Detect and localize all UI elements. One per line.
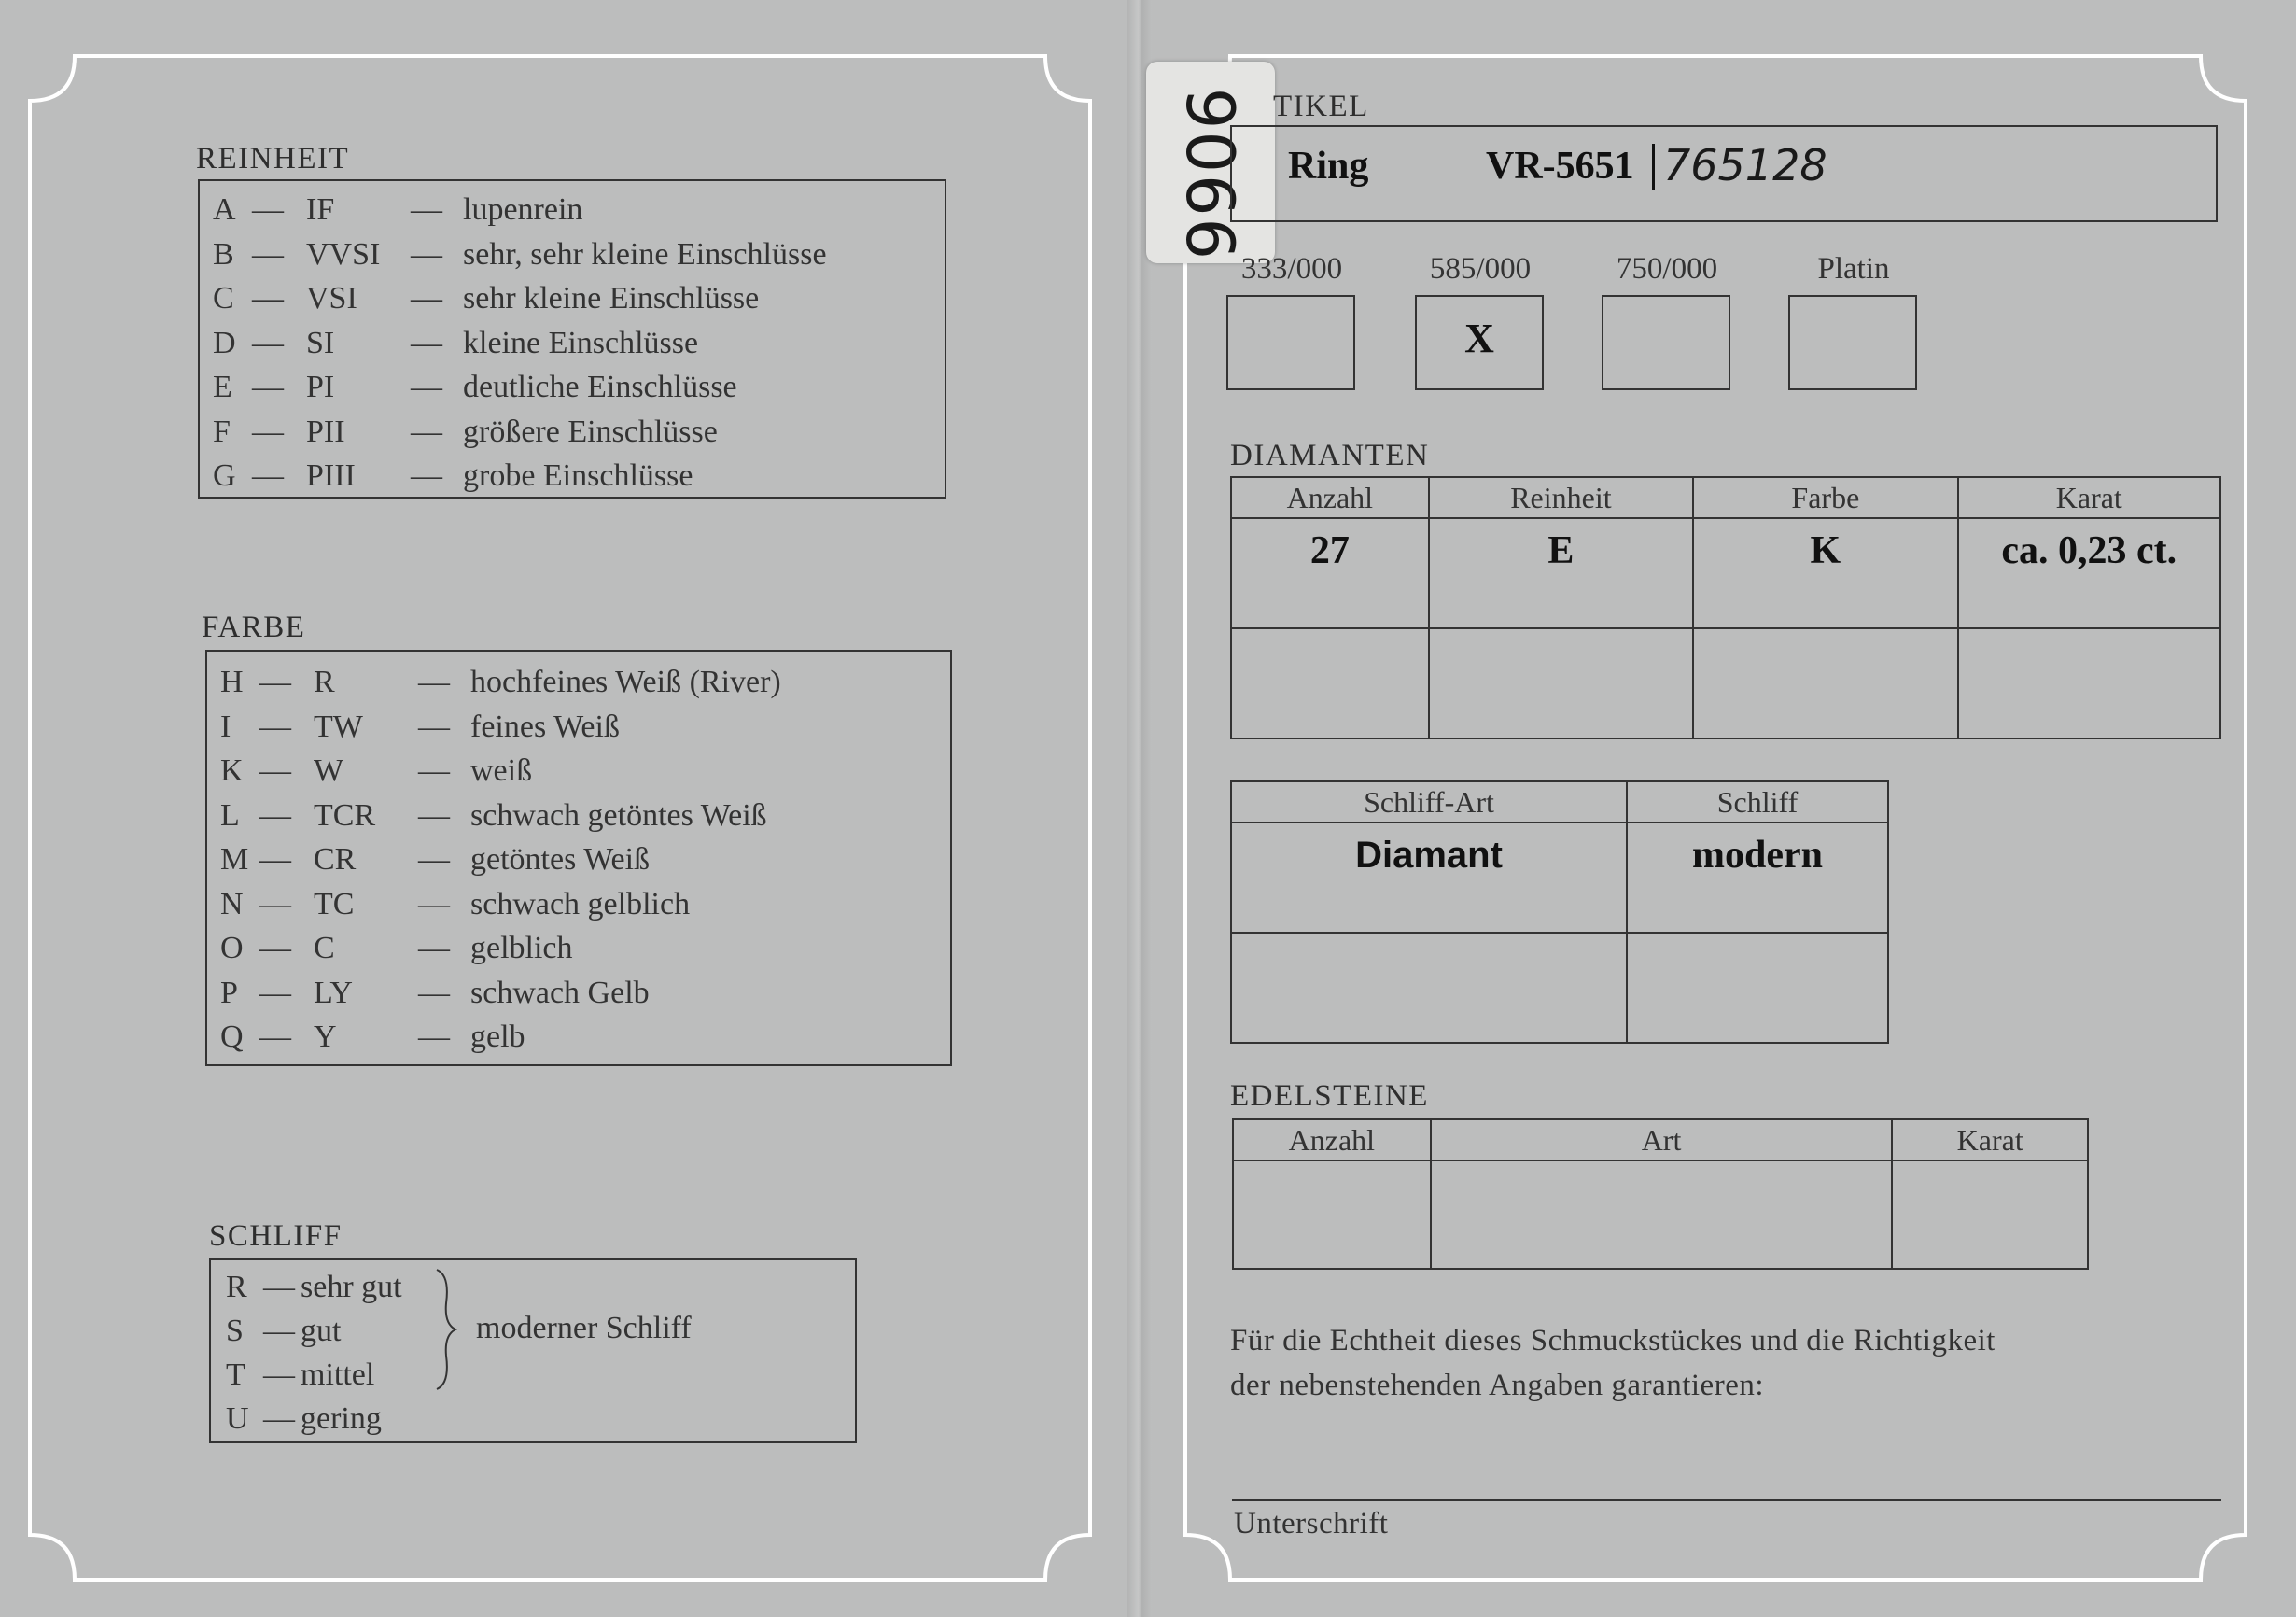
reinheit-code: C bbox=[213, 281, 234, 316]
farbe-grade: R bbox=[314, 665, 335, 699]
reinheit-grade: PIII bbox=[306, 458, 356, 493]
diamanten-cell-empty bbox=[1429, 628, 1694, 738]
diamanten-table bbox=[1230, 476, 2221, 739]
reinheit-desc: deutliche Einschlüsse bbox=[463, 370, 737, 404]
schliff-cell-schliff: modern bbox=[1627, 823, 1888, 933]
diamanten-header-farbe: Farbe bbox=[1693, 477, 1957, 518]
schliff-dash: — bbox=[263, 1314, 295, 1348]
metal-checkbox-585: X bbox=[1415, 295, 1544, 390]
diamanten-cell-anzahl: 27 bbox=[1231, 518, 1429, 628]
schliff-brace bbox=[431, 1266, 459, 1393]
schliff-cell-art: Diamant bbox=[1231, 823, 1627, 933]
schliff-cell-empty bbox=[1231, 933, 1627, 1043]
metal-checkbox-750 bbox=[1602, 295, 1730, 390]
reinheit-grade: PI bbox=[306, 370, 335, 404]
metal-label-585: 585/000 bbox=[1429, 252, 1532, 286]
reinheit-code: F bbox=[213, 414, 231, 449]
edelsteine-cell-empty bbox=[1233, 1160, 1431, 1269]
farbe-dash: — bbox=[259, 886, 291, 921]
farbe-code: I bbox=[220, 709, 231, 744]
schliff-code: S bbox=[226, 1314, 244, 1348]
schliff-code: U bbox=[226, 1401, 249, 1436]
farbe-dash: — bbox=[259, 709, 291, 744]
reinheit-desc: größere Einschlüsse bbox=[463, 414, 718, 449]
reinheit-desc: grobe Einschlüsse bbox=[463, 458, 693, 493]
farbe-desc: schwach Gelb bbox=[470, 975, 650, 1010]
farbe-code: L bbox=[220, 797, 240, 833]
farbe-code: K bbox=[220, 753, 244, 788]
schliff-header-art: Schliff-Art bbox=[1231, 781, 1627, 823]
farbe-dash: — bbox=[259, 931, 291, 965]
schliff-dash: — bbox=[263, 1401, 295, 1436]
farbe-code: Q bbox=[220, 1019, 244, 1054]
metal-label-750: 750/000 bbox=[1616, 252, 1718, 286]
reinheit-dash: — bbox=[252, 370, 284, 404]
diamanten-cell-empty bbox=[1958, 628, 2220, 738]
metal-checkbox-333 bbox=[1226, 295, 1355, 390]
farbe-desc: schwach getöntes Weiß bbox=[470, 797, 767, 833]
farbe-desc: gelb bbox=[470, 1019, 525, 1054]
farbe-code: H bbox=[220, 665, 244, 699]
reinheit-desc: kleine Einschlüsse bbox=[463, 325, 699, 360]
farbe-grade: TCR bbox=[314, 797, 376, 833]
farbe-grade: LY bbox=[314, 975, 353, 1010]
metal-label-platin: Platin bbox=[1817, 252, 1890, 286]
farbe-code: M bbox=[220, 842, 249, 877]
farbe-dash: — bbox=[418, 886, 450, 921]
reinheit-code: B bbox=[213, 236, 234, 272]
schliff-dash: — bbox=[263, 1357, 295, 1392]
reinheit-dash: — bbox=[411, 414, 442, 449]
reinheit-dash: — bbox=[252, 192, 284, 227]
farbe-dash: — bbox=[259, 1019, 291, 1054]
diamanten-header-anzahl: Anzahl bbox=[1231, 477, 1429, 518]
guarantee-text-line2: der nebenstehenden Angaben garantieren: bbox=[1230, 1369, 1765, 1402]
reinheit-code: E bbox=[213, 370, 232, 404]
metal-label-333: 333/000 bbox=[1240, 252, 1343, 286]
farbe-dash: — bbox=[259, 975, 291, 1010]
reinheit-code: G bbox=[213, 458, 236, 493]
handwritten-separator bbox=[1652, 144, 1655, 190]
schliff-code: R bbox=[226, 1270, 247, 1304]
guarantee-text-line1: Für die Echtheit dieses Schmuckstückes und die Richtigkeit bbox=[1230, 1324, 1995, 1357]
farbe-desc: hochfeines Weiß (River) bbox=[470, 665, 781, 699]
farbe-title: FARBE bbox=[202, 611, 306, 644]
farbe-grade: TC bbox=[314, 886, 355, 921]
reinheit-dash: — bbox=[411, 370, 442, 404]
reinheit-dash: — bbox=[252, 414, 284, 449]
farbe-code: P bbox=[220, 975, 238, 1010]
farbe-dash: — bbox=[418, 1019, 450, 1054]
schliff-desc: sehr gut bbox=[301, 1270, 402, 1304]
farbe-dash: — bbox=[259, 842, 291, 877]
diamanten-cell-reinheit: E bbox=[1429, 518, 1694, 628]
reinheit-desc: lupenrein bbox=[463, 192, 583, 227]
reinheit-desc: sehr, sehr kleine Einschlüsse bbox=[463, 236, 827, 272]
schliff-cell-empty bbox=[1627, 933, 1888, 1043]
farbe-desc: schwach gelblich bbox=[470, 886, 691, 921]
farbe-dash: — bbox=[418, 665, 450, 699]
diamanten-cell-farbe: K bbox=[1693, 518, 1957, 628]
reinheit-dash: — bbox=[252, 325, 284, 360]
edelsteine-header-anzahl: Anzahl bbox=[1233, 1119, 1431, 1160]
reinheit-grade: PII bbox=[306, 414, 345, 449]
edelsteine-header-art: Art bbox=[1431, 1119, 1893, 1160]
diamanten-header-karat: Karat bbox=[1958, 477, 2220, 518]
farbe-dash: — bbox=[418, 931, 450, 965]
farbe-dash: — bbox=[418, 797, 450, 833]
reinheit-dash: — bbox=[411, 192, 442, 227]
edelsteine-cell-empty bbox=[1431, 1160, 1893, 1269]
reinheit-title: REINHEIT bbox=[196, 142, 350, 176]
sticker-number: 9066 bbox=[1171, 87, 1248, 262]
edelsteine-title: EDELSTEINE bbox=[1230, 1079, 1429, 1113]
farbe-dash: — bbox=[259, 797, 291, 833]
signature-label: Unterschrift bbox=[1234, 1507, 1389, 1540]
farbe-desc: weiß bbox=[470, 753, 533, 788]
farbe-grade: Y bbox=[314, 1019, 337, 1054]
farbe-grade: C bbox=[314, 931, 335, 965]
farbe-grade: TW bbox=[314, 709, 363, 744]
farbe-grade: CR bbox=[314, 842, 357, 877]
reinheit-grade: VSI bbox=[306, 281, 357, 316]
farbe-desc: feines Weiß bbox=[470, 709, 620, 744]
metal-checkbox-platin bbox=[1788, 295, 1917, 390]
edelsteine-cell-empty bbox=[1892, 1160, 2088, 1269]
artikel-title: TIKEL bbox=[1273, 90, 1369, 123]
edelsteine-table bbox=[1232, 1118, 2089, 1270]
farbe-code: O bbox=[220, 931, 244, 965]
reinheit-dash: — bbox=[411, 325, 442, 360]
farbe-dash: — bbox=[259, 753, 291, 788]
artikel-name: Ring bbox=[1288, 145, 1369, 188]
schliff-desc: gering bbox=[301, 1401, 382, 1436]
schliff-desc: mittel bbox=[301, 1357, 375, 1392]
diamanten-cell-empty bbox=[1693, 628, 1957, 738]
farbe-grade: W bbox=[314, 753, 344, 788]
schliff-dash: — bbox=[263, 1270, 295, 1304]
farbe-dash: — bbox=[418, 975, 450, 1010]
schliff-title: SCHLIFF bbox=[209, 1219, 343, 1253]
schliff-group-label: moderner Schliff bbox=[476, 1311, 692, 1345]
schliff-table bbox=[1230, 780, 1889, 1044]
reinheit-dash: — bbox=[411, 458, 442, 493]
farbe-desc: getöntes Weiß bbox=[470, 842, 651, 877]
reinheit-dash: — bbox=[411, 281, 442, 316]
schliff-header-schliff: Schliff bbox=[1627, 781, 1888, 823]
reinheit-grade: IF bbox=[306, 192, 335, 227]
farbe-dash: — bbox=[418, 753, 450, 788]
reinheit-dash: — bbox=[411, 236, 442, 272]
reinheit-dash: — bbox=[252, 236, 284, 272]
reinheit-code: A bbox=[213, 192, 236, 227]
diamanten-cell-karat: ca. 0,23 ct. bbox=[1958, 518, 2220, 628]
diamanten-title: DIAMANTEN bbox=[1230, 439, 1430, 472]
artikel-handwritten-number: 765128 bbox=[1663, 140, 1827, 190]
reinheit-desc: sehr kleine Einschlüsse bbox=[463, 281, 760, 316]
artikel-number: VR-5651 bbox=[1486, 145, 1634, 188]
reinheit-code: D bbox=[213, 325, 236, 360]
farbe-desc: gelblich bbox=[470, 931, 573, 965]
diamanten-cell-empty bbox=[1231, 628, 1429, 738]
reinheit-grade: VVSI bbox=[306, 236, 381, 272]
schliff-desc: gut bbox=[301, 1314, 342, 1348]
schliff-code: T bbox=[226, 1357, 245, 1392]
farbe-dash: — bbox=[418, 709, 450, 744]
reinheit-grade: SI bbox=[306, 325, 335, 360]
reinheit-dash: — bbox=[252, 458, 284, 493]
farbe-dash: — bbox=[259, 665, 291, 699]
diamanten-header-reinheit: Reinheit bbox=[1429, 477, 1694, 518]
reinheit-dash: — bbox=[252, 281, 284, 316]
farbe-dash: — bbox=[418, 842, 450, 877]
signature-line bbox=[1232, 1499, 2221, 1501]
edelsteine-header-karat: Karat bbox=[1892, 1119, 2088, 1160]
farbe-code: N bbox=[220, 886, 244, 921]
